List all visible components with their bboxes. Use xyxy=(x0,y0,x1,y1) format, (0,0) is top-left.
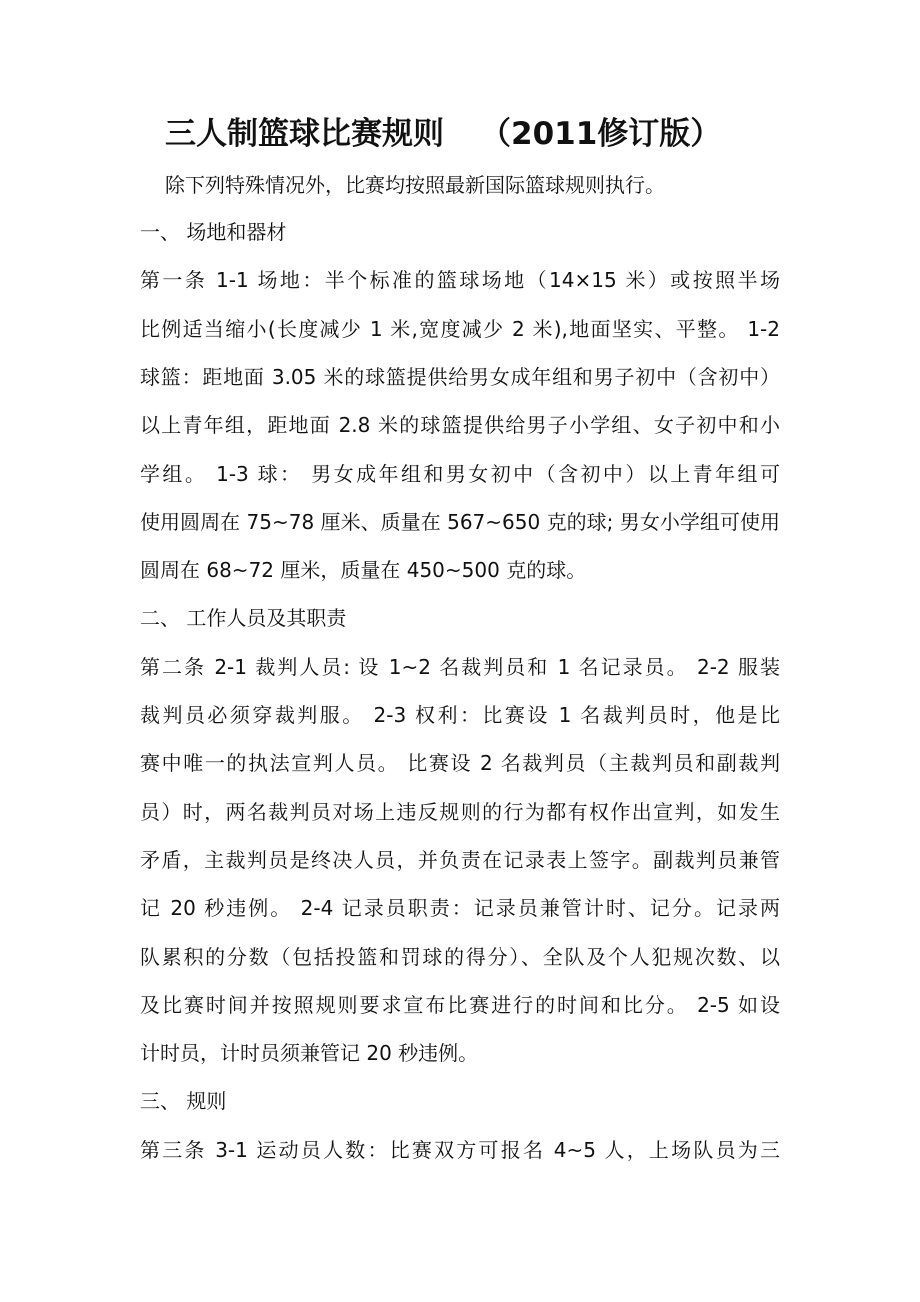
text-line: 三、 规则 xyxy=(140,1089,227,1114)
text-line: 一、 场地和器材 xyxy=(140,220,287,244)
text-line: 圆周在 68~72 厘米，质量在 450~500 克的球。 xyxy=(140,558,587,583)
text-line: 矛盾，主裁判员是终决人员，并负责在记录表上签字。副裁判员兼管 xyxy=(140,847,780,872)
text-line: 以上青年组，距地面 2.8 米的球篮提供给男子小学组、女子初中和小 xyxy=(140,413,780,438)
text-line: 学组。 1-3 球： 男女成年组和男女初中（含初中）以上青年组可 xyxy=(140,461,780,486)
title-edition: （2011修订版） xyxy=(480,116,722,152)
title-main: 三人制篮球比赛规则 xyxy=(165,116,444,152)
text-line: 员）时，两名裁判员对场上违反规则的行为都有权作出宣判，如发生 xyxy=(140,799,780,824)
text-line: 计时员，计时员须兼管记 20 秒违例。 xyxy=(140,1041,479,1066)
document-title xyxy=(165,114,745,154)
text-line: 记 20 秒违例。 2-4 记录员职责：记录员兼管计时、记分。记录两 xyxy=(140,896,780,921)
text-line: 及比赛时间并按照规则要求宣布比赛进行的时间和比分。 2-5 如设 xyxy=(140,992,780,1017)
text-line: 裁判员必须穿裁判服。 2-3 权利：比赛设 1 名裁判员时，他是比 xyxy=(140,703,780,727)
text-line: 赛中唯一的执法宣判人员。 比赛设 2 名裁判员（主裁判员和副裁判 xyxy=(140,751,780,776)
text-line: 二、 工作人员及其职责 xyxy=(140,606,347,631)
text-line: 球篮：距地面 3.05 米的球篮提供给男女成年组和男子初中（含初中） xyxy=(140,364,780,389)
text-line: 队累积的分数（包括投篮和罚球的得分）、全队及个人犯规次数、以 xyxy=(140,944,780,969)
text-line: 第二条 2-1 裁判人员: 设 1~2 名裁判员和 1 名记录员。 2-2 服装 xyxy=(140,654,780,679)
text-line: 比例适当缩小(长度减少 1 米,宽度减少 2 米),地面坚实、平整。 1-2 xyxy=(140,316,780,341)
text-line: 第三条 3-1 运动员人数：比赛双方可报名 4~5 人，上场队员为三 xyxy=(140,1137,780,1162)
intro-paragraph: 除下列特殊情况外，比赛均按照最新国际篮球规则执行。 xyxy=(165,173,665,197)
text-line: 使用圆周在 75~78 厘米、质量在 567~650 克的球; 男女小学组可使用 xyxy=(140,509,780,534)
text-line: 第一条 1-1 场地：半个标准的篮球场地（14×15 米）或按照半场 xyxy=(140,268,780,293)
